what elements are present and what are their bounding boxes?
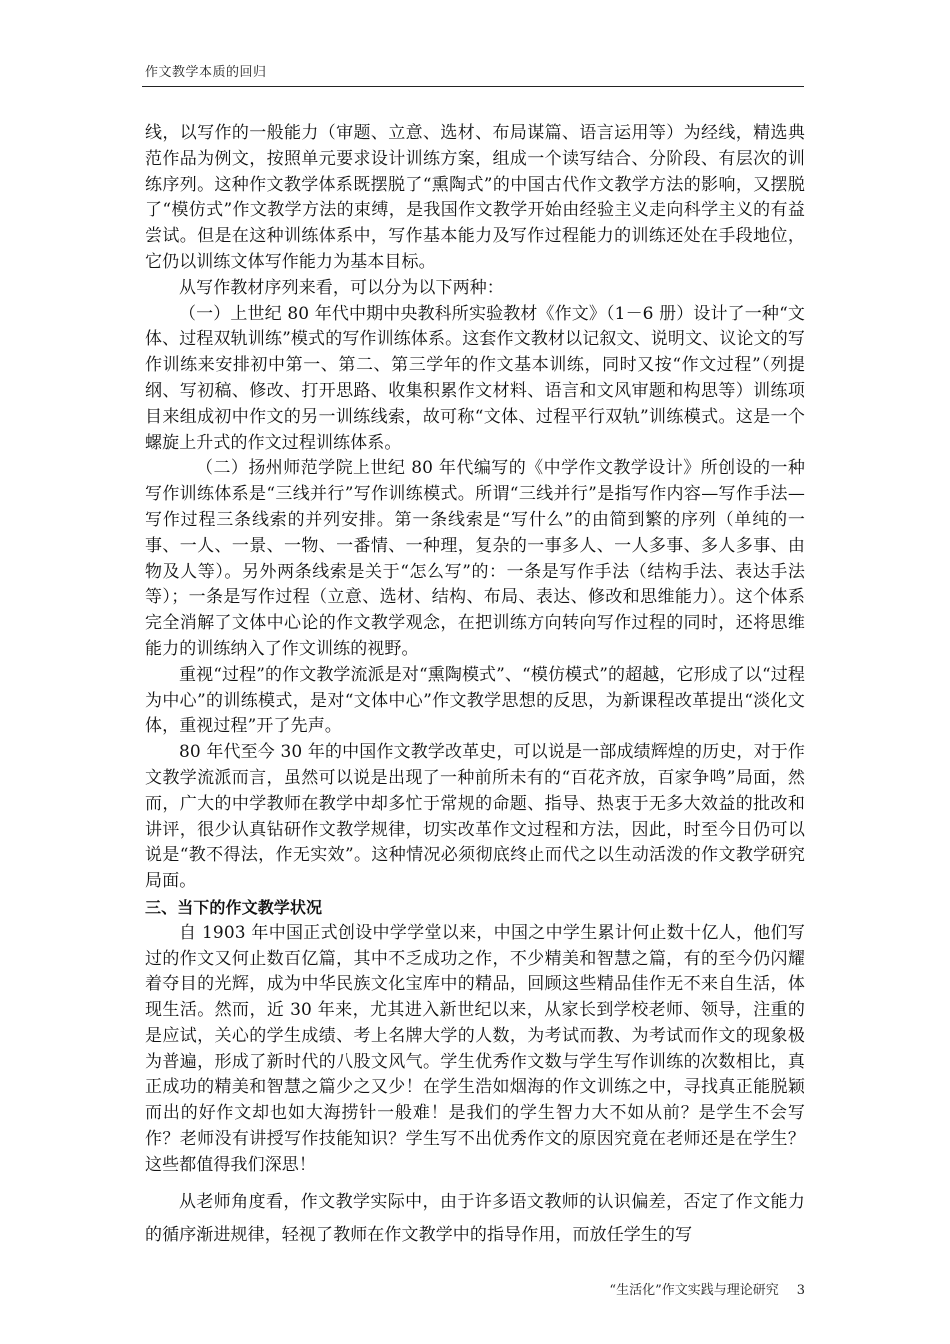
page-number: 3 [796,1283,805,1298]
paragraph: （一）上世纪 80 年代中期中央教科所实验教材《作文》（1－6 册）设计了一种“文体、过程双轨训练”模式的写作训练体系。这套作文教材以记叙文、说明文、议论文的写作训练来安排初中第一、第二、第三学年的作文基本训练，同时又按“作文过程”（列提纲、写初稿、修改、打开思路、收集积累作文材料、语言和文风审题和构思等）训练项目来组成初中作文的另一训练线索，故可称“文体、过程平行双轨”训练模式。这是一个螺旋上升式的作文过程训练体系。 [145,303,805,453]
paragraph: 80 年代至今 30 年的中国作文教学改革史，可以说是一部成绩辉煌的历史，对于作文教学流派而言，虽然可以说是出现了一种前所未有的“百花齐放，百家争鸣”局面，然而，广大的中学教师在教学中却多忙于常规的命题、指导、热衷于无多大效益的批改和讲评，很少认真钻研作文教学规律，切实改革作文过程和方法，因此，时至今日仍可以说是“教不得法，作无实效”。这种情况必须彻底终止而代之以生动活泼的作文教学研究局面。 [145,742,805,892]
paragraph: 从老师角度看，作文教学实际中，由于许多语文教师的认识偏差，否定了作文能力的循序渐进规律，轻视了教师在作文教学中的指导作用，而放任学生的写 [145,1191,805,1245]
paragraph: 自 1903 年中国正式创设中学学堂以来，中国之中学生累计何止数十亿人，他们写过的作文又何止数百亿篇，其中不乏成功之作，不少精美和智慧之篇，有的至今仍闪耀着夺目的光辉，成为中华民族文化宝库中的精品，回顾这些精品佳作无不来自生活，体现生活。然而，近 30 年来，尤其进入新世纪以来，从家长到学校老师、领导，注重的是应试，关心的学生成绩、考上名牌大学的人数，为考试而教、为考试而作文的现象极为普遍，形成了新时代的八股文风气。学生优秀作文数与学生写作训练的次数相比，真正成功的精美和智慧之篇少之又少！在学生浩如烟海的作文训练之中，寻找真正能脱颖而出的好作文却也如大海捞针一般难！是我们的学生智力大不如从前？是学生不会写作？老师没有讲授写作技能知识？学生写不出优秀作文的原因究竟在老师还是在学生？这些都值得我们深思！ [145,922,805,1175]
footer-title: “生活化”作文实践与理论研究 [609,1283,779,1298]
paragraph: 重视“过程”的作文教学流派是对“熏陶模式”、“模仿模式”的超越，它形成了以“过程为中心”的训练模式，是对“文体中心”作文教学思想的反思，为新课程改革提出“淡化文体，重视过程”开了先声。 [145,664,805,737]
body-text [145,121,805,1252]
running-footer [609,1282,805,1300]
paragraph: 线，以写作的一般能力（审题、立意、选材、布局谋篇、语言运用等）为经线，精选典范作品为例文，按照单元要求设计训练方案，组成一个读写结合、分阶段、有层次的训练序列。这种作文教学体系既摆脱了“熏陶式”的中国古代作文教学方法的影响，又摆脱了“模仿式”作文教学方法的束缚，是我国作文教学开始由经验主义走向科学主义的有益尝试。但是在这种训练体系中，写作基本能力及写作过程能力的训练还处在手段地位，它仍以训练文体写作能力为基本目标。 [145,123,805,272]
running-header [142,64,804,87]
header-title: 作文教学本质的回归 [145,65,267,80]
paragraph: （二）扬州师范学院上世纪 80 年代编写的《中学作文教学设计》所创设的一种写作训练体系是“三线并行”写作训练模式。所谓“三线并行”是指写作内容—写作手法—写作过程三条线索的并列安排。第一条线索是“写什么”的由简到繁的序列（单纯的一事、一人、一景、一物、一番情、一种理，复杂的一事多人、一人多事、多人多事、由物及人等）。另外两条线索是关于“怎么写”的：一条是写作手法（结构手法、表达手法等）；一条是写作过程（立意、选材、结构、布局、表达、修改和思维能力）。这个体系完全消解了文体中心论的作文教学观念，在把训练方向转向写作过程的同时，还将思维能力的训练纳入了作文训练的视野。 [145,458,805,659]
section-heading: 三、当下的作文教学状况 [145,897,323,917]
paragraph: 从写作教材序列来看，可以分为以下两种： [179,277,504,298]
